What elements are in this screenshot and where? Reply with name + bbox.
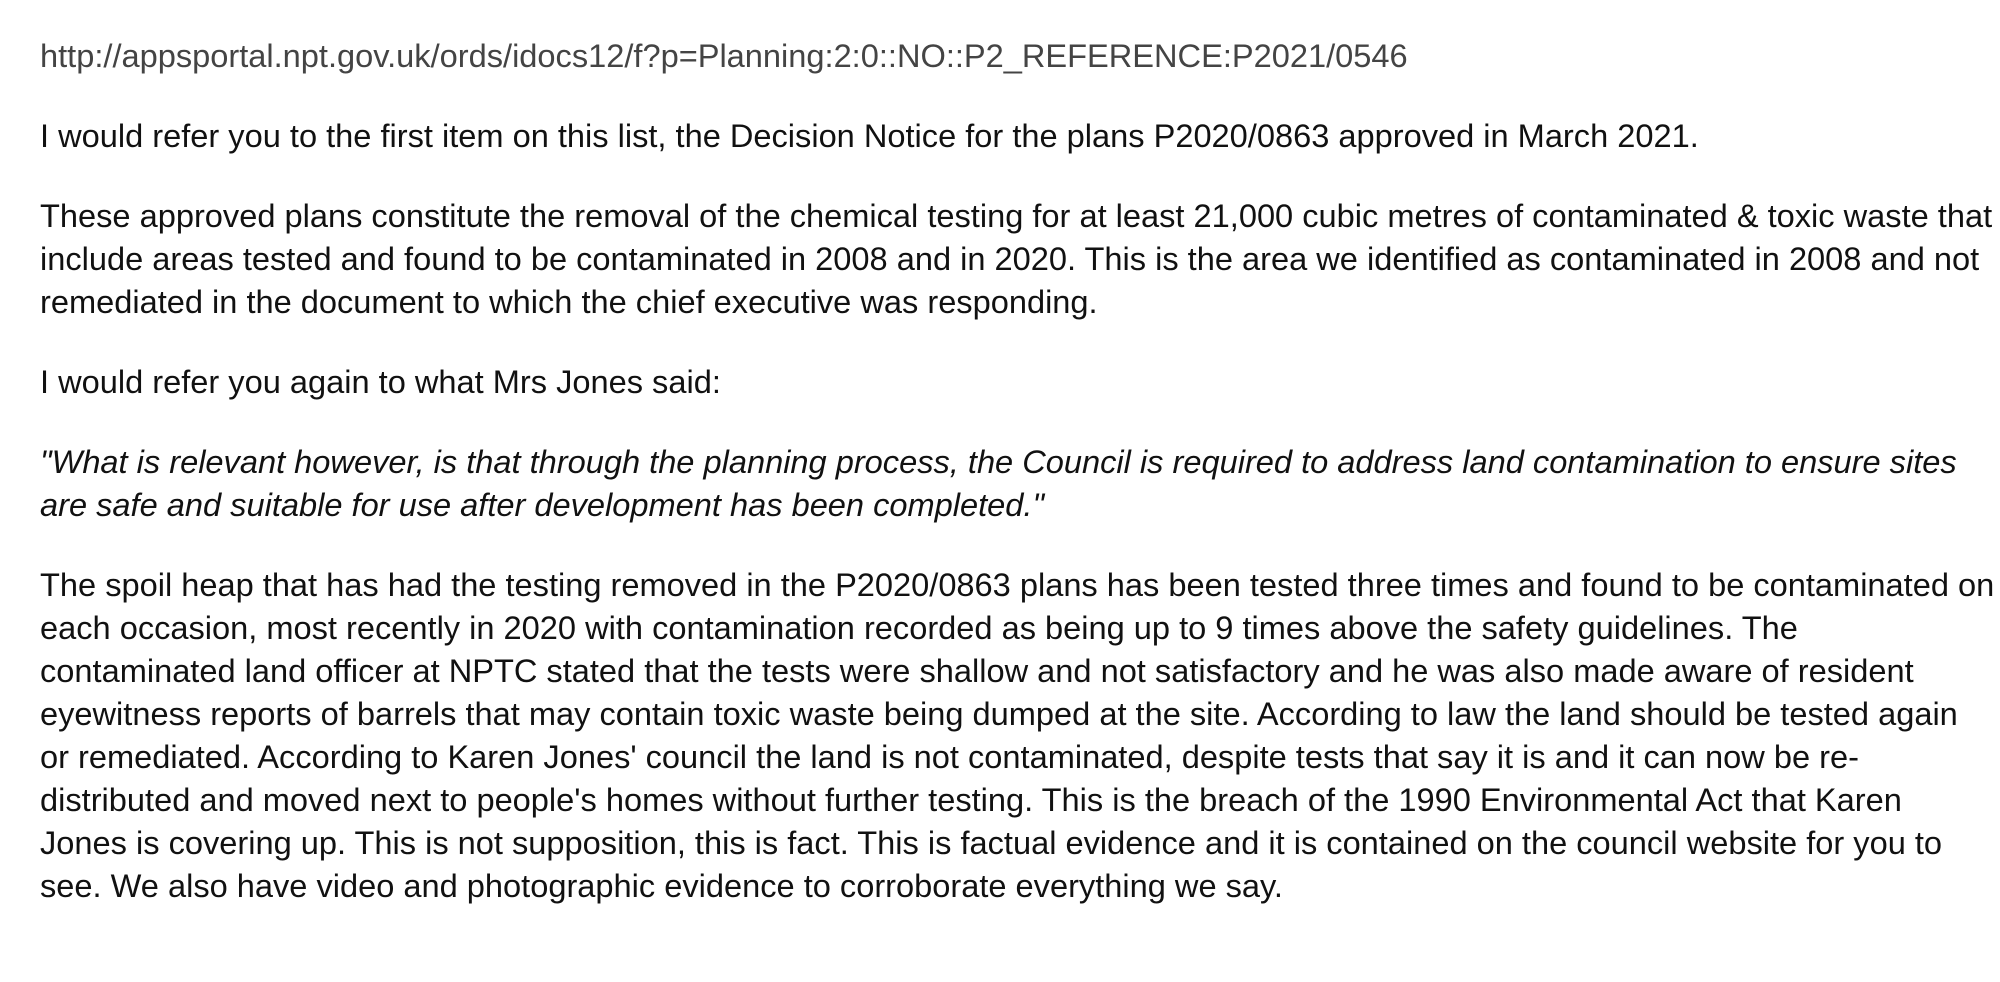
- quote-mrs-jones: "What is relevant however, is that through the planning process, the Council is required to address land contamination to ensure sites are safe and suitable for use after development has been completed.": [40, 443, 1957, 523]
- paragraph-refer-mrs-jones: I would refer you again to what Mrs Jones said:: [40, 363, 721, 400]
- url-paragraph: [40, 34, 1995, 77]
- planning-url-link[interactable]: http://appsportal.npt.gov.uk/ords/idocs12/f?p=Planning:2:0::NO::P2_REFERENCE:P2021/0546: [40, 37, 1408, 74]
- paragraph-decision-notice: I would refer you to the first item on this list, the Decision Notice for the plans P2020/0863 approved in March 2021.: [40, 117, 1699, 154]
- document-body: [40, 34, 1995, 944]
- paragraph-spoil-heap: The spoil heap that has had the testing removed in the P2020/0863 plans has been tested three times and found to be contaminated on each occasion, most recently in 2020 with contamination recorded as being up to 9 times above the safety guidelines. The contaminated land officer at NPTC stated that the tests were shallow and not satisfactory and he was also made aware of resident eyewitness reports of barrels that may contain toxic waste being dumped at the site. According to law the land should be tested again or remediated. According to Karen Jones' council the land is not contaminated, despite tests that say it is and it can now be re-distributed and moved next to people's homes without further testing. This is the breach of the 1990 Environmental Act that Karen Jones is covering up. This is not supposition, this is fact. This is factual evidence and it is contained on the council website for you to see. We also have video and photographic evidence to corroborate everything we say.: [40, 566, 1995, 904]
- paragraph-approved-plans: These approved plans constitute the removal of the chemical testing for at least 21,000 cubic metres of contaminated & toxic waste that include areas tested and found to be contaminated in 2008 and in 2020. This is the area we identified as contaminated in 2008 and not remediated in the document to which the chief executive was responding.: [40, 197, 1993, 320]
